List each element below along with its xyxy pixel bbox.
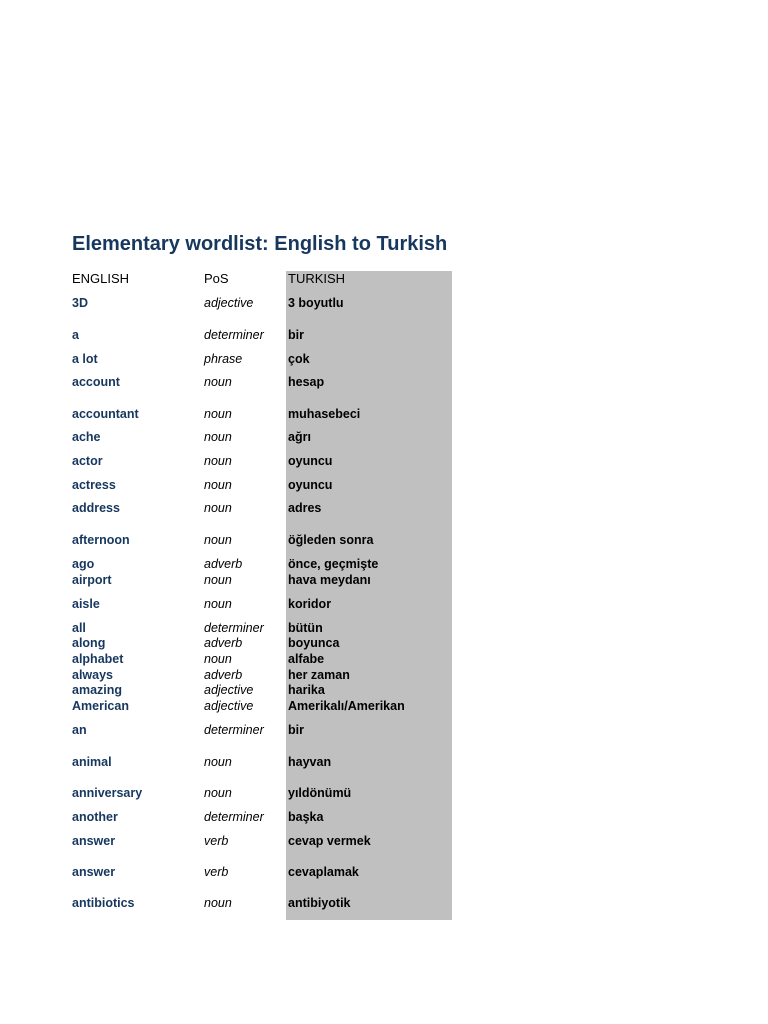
turkish-word: muhasebeci (288, 407, 361, 421)
english-word: alphabet (72, 652, 124, 666)
english-word: address (72, 501, 120, 515)
turkish-word: bir (288, 723, 304, 737)
english-word: ache (72, 430, 101, 444)
part-of-speech: noun (204, 597, 232, 611)
table-row (0, 327, 460, 343)
part-of-speech: noun (204, 896, 232, 910)
table-row (0, 556, 460, 572)
turkish-word: cevaplamak (288, 865, 359, 879)
turkish-word: hesap (288, 375, 325, 389)
english-word: amazing (72, 683, 123, 697)
english-word: aisle (72, 597, 100, 611)
part-of-speech: adjective (204, 683, 254, 697)
english-word: actress (72, 478, 116, 492)
part-of-speech: noun (204, 430, 232, 444)
turkish-word: Amerikalı/Amerikan (288, 699, 405, 713)
part-of-speech: adverb (204, 668, 243, 682)
turkish-word: oyuncu (288, 454, 333, 468)
table-row (0, 295, 460, 311)
turkish-word: ağrı (288, 430, 311, 444)
table-row (0, 453, 460, 469)
english-word: airport (72, 573, 112, 587)
table-row (0, 651, 460, 667)
english-word: ago (72, 557, 95, 571)
table-row (0, 351, 460, 367)
turkish-word: antibiyotik (288, 896, 351, 910)
table-row (0, 698, 460, 714)
table-row (0, 532, 460, 548)
english-word: account (72, 375, 120, 389)
part-of-speech: determiner (204, 328, 264, 342)
part-of-speech: determiner (204, 723, 264, 737)
header-pos: PoS (204, 271, 229, 286)
part-of-speech: noun (204, 652, 232, 666)
table-row (0, 406, 460, 422)
turkish-word: boyunca (288, 636, 340, 650)
part-of-speech: noun (204, 454, 232, 468)
english-word: a lot (72, 352, 98, 366)
table-row (0, 785, 460, 801)
part-of-speech: noun (204, 407, 232, 421)
english-word: animal (72, 755, 112, 769)
turkish-word: hava meydanı (288, 573, 371, 587)
turkish-word: oyuncu (288, 478, 333, 492)
part-of-speech: noun (204, 786, 232, 800)
table-row (0, 895, 460, 911)
title-container (72, 230, 452, 260)
part-of-speech: verb (204, 865, 229, 879)
english-word: another (72, 810, 118, 824)
english-word: afternoon (72, 533, 130, 547)
page-title: Elementary wordlist: English to Turkish (72, 233, 448, 255)
part-of-speech: noun (204, 375, 232, 389)
table-row (0, 620, 460, 636)
turkish-word: koridor (288, 597, 332, 611)
part-of-speech: adverb (204, 557, 243, 571)
table-row (0, 596, 460, 612)
turkish-word: yıldönümü (288, 786, 352, 800)
english-word: antibiotics (72, 896, 135, 910)
table-row (0, 809, 460, 825)
table-row (0, 754, 460, 770)
english-word: answer (72, 834, 116, 848)
table-row (0, 429, 460, 445)
turkish-word: bütün (288, 621, 323, 635)
part-of-speech: determiner (204, 621, 264, 635)
part-of-speech: noun (204, 573, 232, 587)
table-row (0, 477, 460, 493)
turkish-word: her zaman (288, 668, 350, 682)
english-word: all (72, 621, 86, 635)
part-of-speech: determiner (204, 810, 264, 824)
part-of-speech: adjective (204, 296, 254, 310)
part-of-speech: noun (204, 533, 232, 547)
english-word: an (72, 723, 87, 737)
turkish-word: 3 boyutlu (288, 296, 344, 310)
english-word: along (72, 636, 106, 650)
english-word: actor (72, 454, 103, 468)
part-of-speech: adverb (204, 636, 243, 650)
english-word: anniversary (72, 786, 143, 800)
table-row (0, 572, 460, 588)
table-row (0, 833, 460, 849)
turkish-word: başka (288, 810, 324, 824)
header-english: ENGLISH (72, 271, 130, 286)
part-of-speech: verb (204, 834, 229, 848)
turkish-word: önce, geçmişte (288, 557, 379, 571)
table-row (0, 682, 460, 698)
table-row (0, 635, 460, 651)
table-row (0, 722, 460, 738)
turkish-word: çok (288, 352, 310, 366)
part-of-speech: adjective (204, 699, 254, 713)
english-word: American (72, 699, 129, 713)
turkish-word: bir (288, 328, 304, 342)
english-word: accountant (72, 407, 139, 421)
table-row (0, 500, 460, 516)
english-word: always (72, 668, 114, 682)
english-word: a (72, 328, 79, 342)
part-of-speech: phrase (204, 352, 243, 366)
table-row (0, 667, 460, 683)
part-of-speech: noun (204, 501, 232, 515)
part-of-speech: noun (204, 755, 232, 769)
part-of-speech: noun (204, 478, 232, 492)
english-word: 3D (72, 296, 88, 310)
header-turkish: TURKISH (288, 271, 346, 286)
turkish-word: harika (288, 683, 325, 697)
turkish-word: öğleden sonra (288, 533, 374, 547)
turkish-word: alfabe (288, 652, 325, 666)
table-row (0, 864, 460, 880)
turkish-word: cevap vermek (288, 834, 371, 848)
turkish-word: hayvan (288, 755, 332, 769)
table-row (0, 374, 460, 390)
turkish-word: adres (288, 501, 322, 515)
english-word: answer (72, 865, 116, 879)
